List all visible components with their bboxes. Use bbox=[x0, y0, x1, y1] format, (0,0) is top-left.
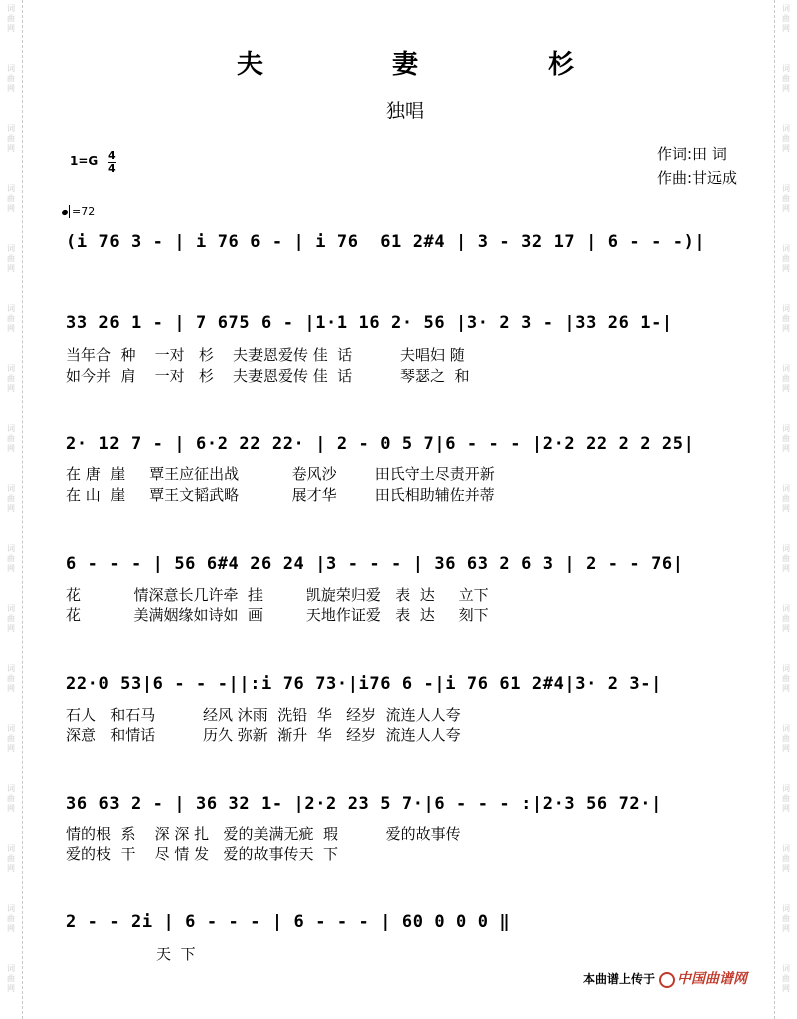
watermark-text: 词 曲 网 bbox=[7, 364, 15, 393]
subtitle: 独唱 bbox=[386, 100, 425, 122]
notation-line: 6 - - - | 56 6#4 26 24 |3 - - - | 36 63 2 6 3 | 2 - - 76| bbox=[66, 554, 684, 574]
watermark-text: 词 曲 网 bbox=[7, 664, 15, 693]
site-name[interactable]: 中国曲谱网 bbox=[677, 971, 748, 987]
footer bbox=[583, 968, 747, 988]
note-stem-icon bbox=[69, 205, 70, 218]
watermark-text: 词 曲 网 bbox=[782, 364, 790, 393]
watermark-text: 词 曲 网 bbox=[782, 124, 790, 153]
watermark-text: 词 曲 网 bbox=[7, 244, 15, 273]
key-signature: 1=G bbox=[70, 154, 99, 168]
notation-line: 33 26 1 - | 7 675 6 - |1·1 16 2· 56 |3· 2 3 - |33 26 1-| bbox=[66, 313, 673, 333]
lyric-verse-1: 石人 和石马 经风 沐雨 洗铅 华 经岁 流连人人夸 bbox=[66, 706, 461, 724]
lyric-verse-1: 花 情深意长几许牵 挂 凯旋荣归爱 表 达 立下 bbox=[66, 586, 489, 604]
watermark-text: 词 曲 网 bbox=[7, 64, 15, 93]
watermark-text: 词 曲 网 bbox=[7, 844, 15, 873]
watermark-text: 词 曲 网 bbox=[7, 484, 15, 513]
watermark-text: 词 曲 网 bbox=[782, 304, 790, 333]
notation-line: 36 63 2 - | 36 32 1- |2·2 23 5 7·|6 - - - :|2·3 56 72·| bbox=[66, 794, 662, 814]
watermark-text: 词 曲 网 bbox=[782, 784, 790, 813]
footer-text: 本曲谱上传于 bbox=[583, 972, 656, 986]
notation-line: 2 - - 2i | 6 - - - | 6 - - - | 60 0 0 0 ‖ bbox=[66, 912, 511, 932]
composer-credit: 作曲:甘远成 bbox=[657, 169, 738, 187]
lyric-verse-2: 爱的枝 干 尽 情 发 爱的故事传天 下 bbox=[66, 845, 338, 863]
watermark-text: 词 曲 网 bbox=[782, 904, 790, 933]
tempo-marking bbox=[62, 205, 95, 218]
watermark-text: 词 曲 网 bbox=[7, 124, 15, 153]
right-watermark-strip bbox=[774, 0, 797, 1019]
watermark-text: 词 曲 网 bbox=[7, 724, 15, 753]
lyricist-credit: 作词:田 词 bbox=[657, 145, 727, 163]
watermark-text: 词 曲 网 bbox=[782, 844, 790, 873]
watermark-text: 词 曲 网 bbox=[7, 544, 15, 573]
lyric-verse-2: 深意 和情话 历久 弥新 渐升 华 经岁 流连人人夸 bbox=[66, 726, 461, 744]
lyric-verse-2: 如今并 肩 一对 杉 夫妻恩爱传 佳 话 琴瑟之 和 bbox=[66, 367, 470, 385]
watermark-text: 词 曲 网 bbox=[782, 604, 790, 633]
watermark-text: 词 曲 网 bbox=[782, 544, 790, 573]
notation-line: 2· 12 7 - | 6·2 22 22· | 2 - 0 5 7|6 - - - |2·2 22 2 2 25| bbox=[66, 434, 695, 454]
watermark-text: 词 曲 网 bbox=[782, 424, 790, 453]
lyric-verse-2: 在 山 崖 覃王文韬武略 展才华 田氏相助辅佐并蒂 bbox=[66, 486, 495, 504]
title-char-1: 夫 bbox=[237, 50, 264, 80]
left-watermark-strip bbox=[0, 0, 23, 1019]
watermark-text: 词 曲 网 bbox=[7, 424, 15, 453]
watermark-text: 词 曲 网 bbox=[782, 484, 790, 513]
lyric-verse-1: 情的根 系 深 深 扎 爱的美满无疵 瑕 爱的故事传 bbox=[66, 825, 461, 843]
watermark-text: 词 曲 网 bbox=[7, 4, 15, 33]
watermark-text: 词 曲 网 bbox=[7, 304, 15, 333]
lyric-verse-2: 花 美满姻缘如诗如 画 天地作证爱 表 达 刻下 bbox=[66, 606, 489, 624]
watermark-text: 词 曲 网 bbox=[782, 964, 790, 993]
watermark-text: 词 曲 网 bbox=[7, 964, 15, 993]
watermark-text: 词 曲 网 bbox=[782, 184, 790, 213]
watermark-text: 词 曲 网 bbox=[7, 604, 15, 633]
lyric-verse-1: 当年合 种 一对 杉 夫妻恩爱传 佳 话 夫唱妇 随 bbox=[66, 346, 465, 364]
title-char-2: 妻 bbox=[392, 50, 419, 80]
watermark-text: 词 曲 网 bbox=[782, 664, 790, 693]
lyric-verse-1: 天 下 bbox=[156, 945, 196, 963]
title-char-3: 杉 bbox=[548, 50, 575, 80]
watermark-text: 词 曲 网 bbox=[7, 904, 15, 933]
watermark-text: 词 曲 网 bbox=[782, 4, 790, 33]
quarter-note-icon bbox=[61, 209, 68, 216]
time-signature-bottom: 4 bbox=[108, 162, 116, 175]
watermark-text: 词 曲 网 bbox=[7, 784, 15, 813]
site-logo-icon bbox=[659, 972, 675, 988]
notation-line: (i 76 3 - | i 76 6 - | i 76 61 2#4 | 3 - 32 17 | 6 - - -)| bbox=[66, 232, 706, 252]
credits bbox=[657, 142, 737, 190]
watermark-text: 词 曲 网 bbox=[7, 184, 15, 213]
time-signature-top: 4 bbox=[108, 149, 116, 162]
tempo-value: =72 bbox=[72, 205, 96, 218]
watermark-text: 词 曲 网 bbox=[782, 724, 790, 753]
notation-line: 22·0 53|6 - - -||:i 76 73·|i76 6 -|i 76 61 2#4|3· 2 3-| bbox=[66, 674, 662, 694]
watermark-text: 词 曲 网 bbox=[782, 64, 790, 93]
lyric-verse-1: 在 唐 崖 覃王应征出战 卷风沙 田氏守土尽责开新 bbox=[66, 465, 495, 483]
watermark-text: 词 曲 网 bbox=[782, 244, 790, 273]
